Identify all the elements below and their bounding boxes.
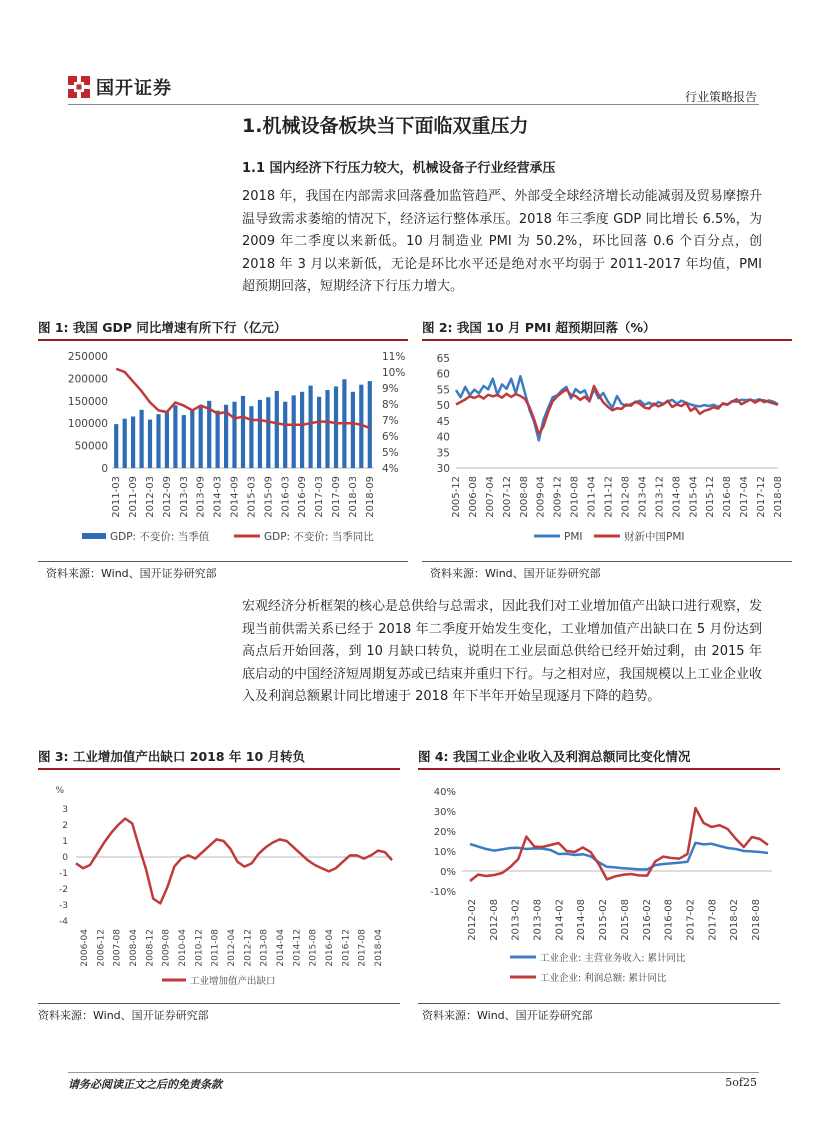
fig1-x-tick-label: 2016-03 — [280, 476, 292, 518]
fig1-x-tick-label: 2012-03 — [145, 476, 157, 518]
fig4-x-tick-label: 2013-08 — [532, 899, 544, 941]
fig2-source: 资料来源：Wind、国开证券研究部 — [430, 567, 601, 580]
fig1-bar — [173, 405, 177, 468]
fig1-x-tick-label: 2014-03 — [212, 476, 224, 518]
fig1-bar — [241, 396, 245, 468]
fig4-x-tick-label: 2017-08 — [707, 899, 719, 941]
fig1-x-tick-label: 2018-03 — [347, 476, 359, 518]
fig1-bar — [275, 391, 279, 468]
fig1-bar — [334, 387, 338, 469]
fig2-title: 图 2: 我国 10 月 PMI 超预期回落（%） — [422, 320, 656, 335]
fig2-y-tick: 50 — [436, 400, 450, 413]
fig1-y-right-tick: 9% — [382, 383, 399, 395]
fig1-legend-bar-swatch — [82, 533, 106, 539]
fig2-x-tick-label: 2016-08 — [722, 476, 734, 518]
fig1-x-tick-label: 2011-03 — [111, 476, 123, 518]
fig1-y-left-tick: 200000 — [67, 373, 108, 386]
fig1-source: 资料来源：Wind、国开证券研究部 — [46, 567, 217, 580]
fig2-y-tick: 40 — [436, 431, 450, 444]
fig3-line-output-gap — [76, 819, 392, 904]
fig3-legend-label: 工业增加值产出缺口 — [190, 976, 276, 987]
header-divider — [68, 104, 759, 105]
fig1-bar — [292, 395, 296, 468]
fig3-y-tick: -4 — [59, 917, 68, 927]
fig4-y-tick: -10% — [430, 887, 456, 898]
fig4-x-tick-label: 2015-02 — [598, 899, 610, 941]
fig2-x-tick-label: 2015-04 — [688, 476, 700, 518]
fig1-title-rule — [38, 339, 408, 341]
fig4-line-profit — [470, 808, 768, 881]
fig1-x-tick-label: 2015-03 — [246, 476, 258, 518]
fig4-line-revenue — [470, 843, 768, 870]
fig1-bar — [300, 392, 304, 468]
fig2-y-tick: 35 — [436, 447, 450, 460]
fig1-bar — [190, 409, 194, 468]
fig3-x-tick-label: 2017-08 — [357, 929, 368, 967]
fig4-legend-revenue-label: 工业企业: 主营业务收入: 累计同比 — [540, 953, 686, 964]
fig4-x-tick-label: 2012-08 — [488, 899, 500, 941]
fig1-y-left-tick: 100000 — [67, 418, 108, 431]
fig2-x-tick-label: 2015-12 — [705, 476, 717, 518]
fig1-chart — [38, 342, 410, 557]
fig3-x-tick-label: 2015-08 — [308, 929, 319, 967]
fig4-x-tick-label: 2017-02 — [685, 899, 697, 941]
fig2-x-tick-label: 2006-08 — [467, 476, 479, 518]
fig1-legend-bar-label: GDP: 不变价: 当季值 — [110, 531, 210, 543]
fig4-x-tick-label: 2014-02 — [554, 899, 566, 941]
fig2-x-tick-label: 2013-12 — [654, 476, 666, 518]
fig1-y-right-tick: 10% — [382, 367, 406, 379]
fig4-y-tick: 20% — [433, 827, 456, 838]
fig3-unit-label: % — [55, 786, 64, 796]
fig1-bar — [309, 386, 313, 468]
fig4-x-tick-label: 2018-08 — [751, 899, 762, 941]
fig3-title-rule — [38, 768, 400, 770]
fig2-x-tick-label: 2012-08 — [620, 476, 632, 518]
fig1-bar — [114, 424, 118, 468]
fig1-bar — [258, 400, 262, 468]
fig1-bar — [266, 397, 270, 468]
brand-logo-icon — [68, 76, 90, 98]
fig4-x-tick-label: 2012-02 — [467, 899, 478, 941]
fig1-source-rule — [38, 561, 408, 562]
fig1-y-left-tick: 150000 — [67, 395, 108, 408]
fig1-bar — [249, 406, 253, 468]
fig3-x-tick-label: 2006-04 — [80, 929, 90, 967]
fig2-y-tick: 65 — [436, 353, 450, 365]
fig1-x-tick-label: 2013-09 — [195, 476, 207, 518]
subsection-title: 1.1 国内经济下行压力较大，机械设备子行业经营承压 — [242, 161, 556, 176]
fig2-x-tick-label: 2014-08 — [671, 476, 683, 518]
fig1-bar — [216, 411, 220, 468]
fig4-x-tick-label: 2013-02 — [510, 899, 522, 941]
fig3-y-tick: 1 — [62, 837, 68, 847]
fig1-bar — [140, 410, 144, 468]
fig3-y-tick: 2 — [62, 821, 68, 831]
fig1-y-right-tick: 11% — [382, 351, 406, 363]
fig2-x-tick-label: 2017-12 — [756, 476, 768, 518]
fig3-source-rule — [38, 1003, 400, 1004]
fig4-x-tick-label: 2016-02 — [641, 899, 653, 941]
fig2-title-rule — [422, 339, 792, 341]
paragraph-2: 宏观经济分析框架的核心是总供给与总需求，因此我们对工业增加值产出缺口进行观察，发现当前供需关系已经于 2018 年二季度开始发生变化，工业增加值产出缺口在 5 月份达到高点后开始回落，到 10 月缺口转负，说明在工业层面总供给已经开始过剩，由 2015 年底启动的中国经济短周期复苏或已结束并重归下行。与之相对应，我国规模以上工业企业收入及利润总额累计同比增速于 2018 年下半年开始呈现逐月下降的趋势。 — [242, 599, 763, 704]
fig1-bar — [131, 417, 135, 469]
fig2-line-caixin-pmi — [456, 386, 778, 434]
fig3-source: 资料来源：Wind、国开证券研究部 — [38, 1009, 209, 1022]
brand-name: 国开证券 — [96, 78, 172, 99]
fig1-bar — [325, 390, 329, 468]
fig2-x-tick-label: 2009-12 — [552, 476, 564, 518]
fig3-x-tick-label: 2014-12 — [292, 929, 303, 967]
fig3-y-tick: -2 — [59, 885, 68, 895]
fig2-x-tick-label: 2011-04 — [586, 476, 598, 518]
fig2-x-tick-label: 2005-12 — [451, 476, 462, 518]
fig1-bar — [351, 392, 355, 468]
fig2-x-tick-label: 2008-08 — [518, 476, 530, 518]
fig1-y-right-tick: 4% — [382, 463, 399, 475]
fig2-y-tick: 60 — [436, 368, 450, 381]
fig1-bar — [317, 397, 321, 468]
fig2-x-tick-label: 2009-04 — [535, 476, 547, 518]
fig3-x-tick-label: 2014-04 — [276, 929, 286, 967]
fig1-bar — [283, 402, 287, 468]
fig3-y-tick: 3 — [62, 805, 68, 815]
fig1-title: 图 1: 我国 GDP 同比增速有所下行（亿元） — [38, 320, 287, 335]
fig3-title: 图 3: 工业增加值产出缺口 2018 年 10 月转负 — [38, 749, 305, 764]
fig4-chart — [418, 771, 782, 999]
fig4-title-rule — [418, 768, 780, 770]
fig2-x-tick-label: 2011-12 — [603, 476, 615, 518]
footer-disclaimer: 请务必阅读正文之后的免责条款 — [68, 1078, 222, 1091]
fig1-bar — [182, 415, 186, 468]
fig2-source-rule — [422, 561, 792, 562]
fig4-x-tick-label: 2016-08 — [663, 899, 675, 941]
fig2-y-tick: 55 — [436, 384, 450, 397]
fig4-title: 图 4: 我国工业企业收入及利润总额同比变化情况 — [418, 749, 691, 764]
page-number: 5of25 — [725, 1076, 757, 1089]
fig3-x-tick-label: 2009-08 — [161, 929, 172, 967]
fig1-y-left-tick: 250000 — [67, 351, 108, 363]
fig3-chart — [38, 771, 402, 999]
fig2-y-tick: 45 — [436, 415, 450, 428]
fig1-bar — [368, 381, 372, 468]
fig1-y-right-tick: 8% — [382, 399, 399, 411]
fig3-x-tick-label: 2008-12 — [145, 929, 156, 967]
fig2-x-tick-label: 2007-12 — [501, 476, 513, 518]
fig1-x-tick-label: 2017-09 — [330, 476, 342, 518]
fig1-bar — [123, 419, 127, 468]
fig2-x-tick-label: 2007-04 — [484, 476, 496, 518]
fig2-legend-caixin-label: 财新中国PMI — [624, 531, 685, 543]
fig1-x-tick-label: 2013-03 — [178, 476, 190, 518]
fig3-x-tick-label: 2006-12 — [96, 929, 107, 967]
fig1-x-tick-label: 2018-09 — [364, 476, 376, 518]
fig3-x-tick-label: 2012-12 — [243, 929, 254, 967]
fig4-y-tick: 0% — [440, 867, 456, 878]
fig3-y-tick: -3 — [59, 901, 68, 911]
fig2-x-tick-label: 2013-04 — [637, 476, 649, 518]
fig1-y-left-tick: 50000 — [74, 440, 108, 453]
fig4-legend-profit-label: 工业企业: 利润总额: 累计同比 — [540, 973, 667, 984]
fig1-y-right-tick: 6% — [382, 431, 399, 443]
fig3-x-tick-label: 2011-08 — [210, 929, 221, 967]
fig3-x-tick-label: 2008-04 — [129, 929, 139, 967]
fig4-x-tick-label: 2015-08 — [619, 899, 631, 941]
fig1-legend-line-label: GDP: 不变价: 当季同比 — [264, 531, 374, 543]
fig2-y-tick: 30 — [436, 463, 450, 475]
footer-divider — [68, 1072, 759, 1073]
fig1-x-tick-label: 2012-09 — [161, 476, 173, 518]
fig3-y-tick: 0 — [62, 853, 68, 863]
paragraph-1: 2018 年，我国在内部需求回落叠加监管趋严、外部受全球经济增长动能减弱及贸易摩擦升温导致需求萎缩的情况下，经济运行整体承压。2018 年三季度 GDP 同比增长 6.5%，为 2009 年二季度以来新低。10 月制造业 PMI 为 50.2%，环比回落 0.6 个百分点，创 2018 年 3 月以来新低，无论是环比水平还是绝对水平均弱于 2011-2017 年均值，PMI 超预期回落，短期经济下行压力增大。 — [242, 189, 762, 294]
fig4-source-rule — [418, 1003, 780, 1004]
fig1-bar — [232, 402, 236, 468]
fig3-x-tick-label: 2013-08 — [259, 929, 270, 967]
fig2-x-tick-label: 2010-08 — [569, 476, 581, 518]
fig4-y-tick: 30% — [433, 807, 456, 818]
fig4-y-tick: 10% — [433, 847, 456, 858]
fig1-bar — [148, 420, 152, 468]
fig1-x-tick-label: 2015-09 — [263, 476, 275, 518]
fig2-chart — [422, 342, 794, 557]
fig1-x-tick-label: 2011-09 — [128, 476, 140, 518]
fig1-bar — [199, 407, 203, 468]
fig4-x-tick-label: 2018-02 — [729, 899, 741, 941]
fig4-y-tick: 40% — [433, 787, 456, 798]
section-title: 1.机械设备板块当下面临双重压力 — [242, 115, 529, 137]
fig4-x-tick-label: 2014-08 — [576, 899, 588, 941]
fig3-x-tick-label: 2007-08 — [112, 929, 123, 967]
fig1-y-right-tick: 5% — [382, 447, 399, 459]
fig2-x-tick-label: 2018-08 — [773, 476, 784, 518]
fig1-bar — [165, 412, 169, 468]
fig3-x-tick-label: 2016-04 — [325, 929, 335, 967]
fig4-source: 资料来源：Wind、国开证券研究部 — [422, 1009, 593, 1022]
fig2-x-tick-label: 2017-04 — [739, 476, 751, 518]
fig2-legend-pmi-label: PMI — [564, 531, 583, 543]
fig3-y-tick: -1 — [59, 869, 68, 879]
fig1-bar — [156, 414, 160, 468]
fig3-x-tick-label: 2016-12 — [341, 929, 352, 967]
fig3-x-tick-label: 2010-12 — [194, 929, 205, 967]
fig1-x-tick-label: 2014-09 — [229, 476, 241, 518]
fig1-y-left-tick: 0 — [101, 463, 108, 475]
fig3-x-tick-label: 2018-04 — [374, 929, 384, 967]
fig1-x-tick-label: 2016-09 — [297, 476, 309, 518]
fig3-x-tick-label: 2012-04 — [227, 929, 237, 967]
fig3-x-tick-label: 2010-04 — [178, 929, 188, 967]
fig1-y-right-tick: 7% — [382, 415, 399, 427]
report-type: 行业策略报告 — [684, 90, 757, 104]
fig1-x-tick-label: 2017-03 — [314, 476, 326, 518]
